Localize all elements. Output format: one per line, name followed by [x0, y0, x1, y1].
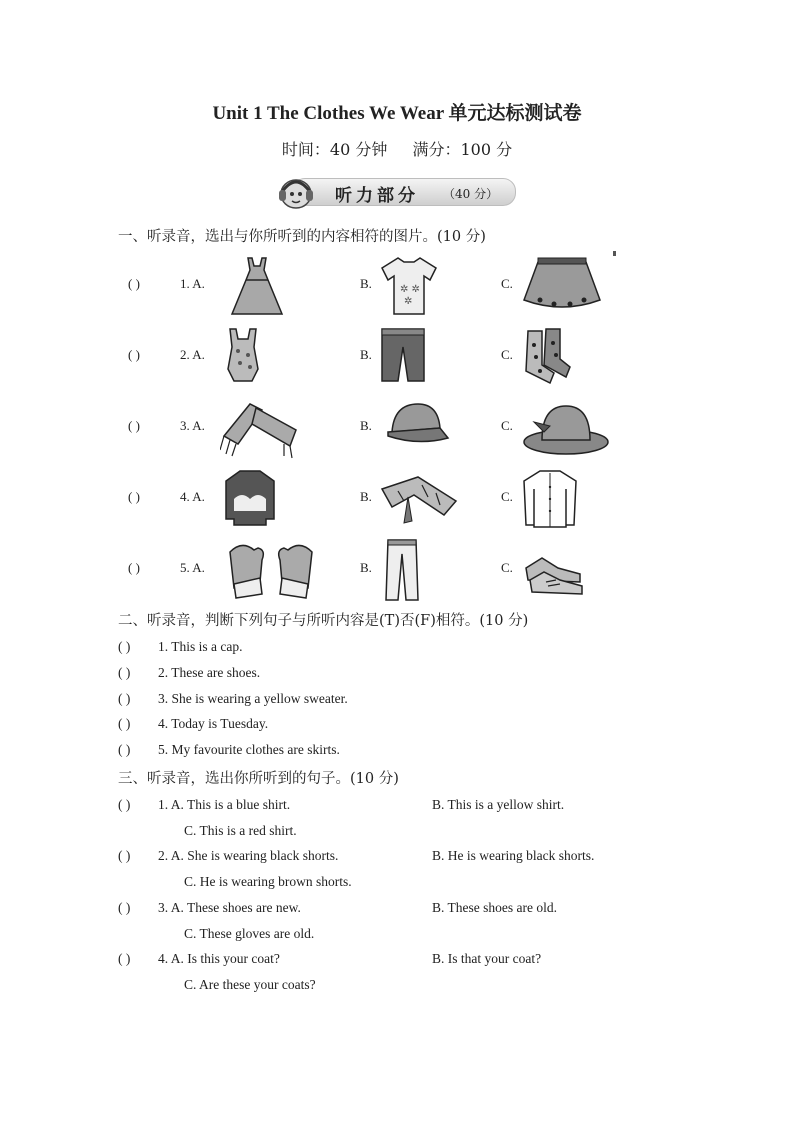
option-b-label: B. — [360, 418, 372, 433]
tf-item-1 — [118, 639, 243, 655]
picture-question-3 — [128, 396, 628, 460]
listening-banner — [274, 172, 514, 210]
gloves-icon[interactable] — [224, 538, 318, 602]
mc-item-3 — [118, 900, 301, 916]
answer-blank[interactable]: ( ) — [118, 639, 131, 654]
tshirt-icon[interactable] — [378, 254, 440, 318]
option-c: C. These gloves are old. — [184, 926, 315, 941]
option-b-label: B. — [360, 560, 372, 575]
option-c: C. Are these your coats? — [184, 977, 316, 992]
option-a-label: 1. A. — [180, 276, 205, 291]
tf-item-4 — [118, 716, 268, 732]
pants-icon[interactable] — [382, 538, 422, 602]
option-c-label: C. — [501, 560, 513, 575]
answer-blank[interactable]: ( ) — [128, 347, 140, 362]
option-b: B. He is wearing black shorts. — [432, 848, 595, 863]
picture-question-5 — [128, 538, 628, 602]
option-a: 4. A. Is this your coat? — [158, 951, 280, 966]
answer-blank[interactable]: ( ) — [118, 742, 131, 757]
shirt-icon[interactable] — [520, 467, 580, 531]
tf-item-3 — [118, 691, 348, 707]
option-b-label: B. — [360, 347, 372, 362]
option-c: C. This is a red shirt. — [184, 823, 297, 838]
picture-question-1 — [128, 254, 628, 318]
option-b: B. This is a yellow shirt. — [432, 797, 565, 812]
tf-item-5 — [118, 742, 340, 758]
banner-score: （40 分） — [443, 187, 499, 201]
page-title: Unit 1 The Clothes We Wear 单元达标测试卷 — [212, 103, 582, 124]
option-c-label: C. — [501, 418, 513, 433]
tf-sentence: 4. Today is Tuesday. — [158, 716, 269, 731]
banner-bar — [292, 178, 516, 206]
exam-time: 时间：40 分钟 — [281, 140, 388, 159]
option-b: B. Is that your coat? — [432, 951, 542, 966]
skirt-icon[interactable] — [520, 254, 604, 318]
banner-title: 听力部分 — [335, 186, 419, 206]
answer-blank[interactable]: ( ) — [128, 489, 140, 504]
answer-blank[interactable]: ( ) — [118, 716, 131, 731]
answer-blank[interactable]: ( ) — [128, 560, 140, 575]
answer-blank[interactable]: ( ) — [118, 951, 131, 966]
mc-item-2 — [118, 848, 338, 864]
option-a: 2. A. She is wearing black shorts. — [158, 848, 339, 863]
tie-icon[interactable] — [378, 467, 460, 531]
exam-meta — [0, 137, 794, 160]
section1-heading: 一、听录音，选出与你所听到的内容相符的图片。(10 分) — [118, 229, 486, 245]
option-a-label: 4. A. — [180, 489, 205, 504]
headphones-cartoon-icon — [274, 172, 318, 212]
sweater-icon[interactable] — [222, 467, 278, 531]
option-a-label: 2. A. — [180, 347, 205, 362]
answer-blank[interactable]: ( ) — [118, 900, 131, 915]
svg-text:✲: ✲ — [404, 296, 413, 307]
tf-sentence: 3. She is wearing a yellow sweater. — [158, 691, 348, 706]
option-a: 1. A. This is a blue shirt. — [158, 797, 291, 812]
swimsuit-icon[interactable] — [222, 325, 262, 389]
answer-blank[interactable]: ( ) — [128, 276, 140, 291]
mc-item-4 — [118, 951, 280, 967]
tf-sentence: 2. These are shoes. — [158, 665, 261, 680]
option-c-label: C. — [501, 276, 513, 291]
exam-score: 满分：100 分 — [412, 140, 513, 159]
option-a-label: 3. A. — [180, 418, 205, 433]
svg-text:✲ ✲: ✲ ✲ — [400, 284, 420, 295]
option-c: C. He is wearing brown shorts. — [184, 874, 352, 889]
tf-item-2 — [118, 665, 260, 681]
option-a-label: 5. A. — [180, 560, 205, 575]
section2-heading: 二、听录音，判断下列句子与所听内容是(T)否(F)相符。(10 分) — [118, 613, 529, 629]
option-b-label: B. — [360, 489, 372, 504]
picture-question-4 — [128, 467, 628, 531]
scarf-icon[interactable] — [220, 396, 300, 460]
socks-icon[interactable] — [520, 325, 574, 389]
hat-icon[interactable] — [520, 396, 612, 460]
option-c-label: C. — [501, 489, 513, 504]
option-c-label: C. — [501, 347, 513, 362]
shorts-icon[interactable] — [378, 325, 428, 389]
answer-blank[interactable]: ( ) — [128, 418, 140, 433]
mc-item-1 — [118, 797, 290, 813]
answer-blank[interactable]: ( ) — [118, 691, 131, 706]
cap-icon[interactable] — [378, 396, 452, 460]
tf-sentence: 1. This is a cap. — [158, 639, 243, 654]
answer-blank[interactable]: ( ) — [118, 797, 131, 812]
option-b: B. These shoes are old. — [432, 900, 557, 915]
shoes-icon[interactable] — [522, 538, 586, 602]
section3-heading: 三、听录音，选出你所听到的句子。(10 分) — [118, 771, 399, 787]
answer-blank[interactable]: ( ) — [118, 848, 131, 863]
tf-sentence: 5. My favourite clothes are skirts. — [158, 742, 340, 757]
option-b-label: B. — [360, 276, 372, 291]
option-a: 3. A. These shoes are new. — [158, 900, 301, 915]
picture-question-2 — [128, 325, 628, 389]
answer-blank[interactable]: ( ) — [118, 665, 131, 680]
dress-icon[interactable] — [224, 254, 290, 318]
